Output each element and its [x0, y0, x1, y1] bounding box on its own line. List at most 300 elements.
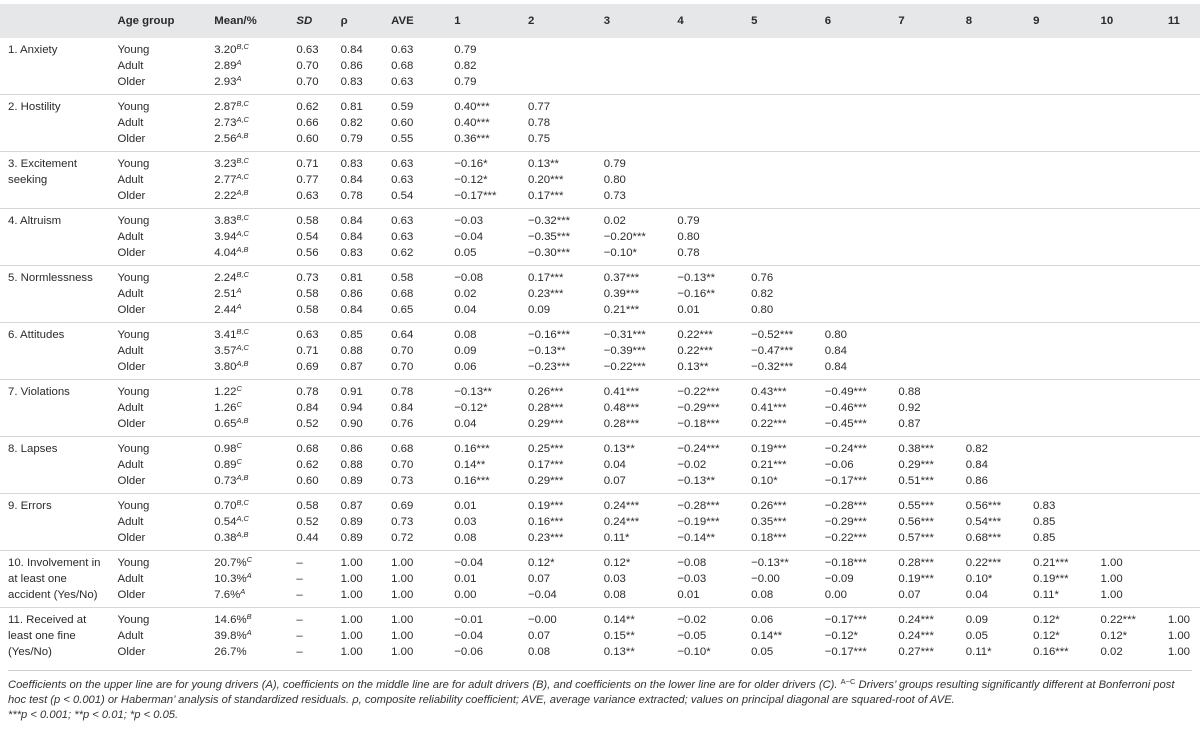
mean-cell: [206, 400, 288, 416]
correlation-cell: −0.12*: [824, 630, 858, 642]
rho-cell: 0.88: [340, 345, 363, 357]
correlation-cell: −0.22***: [824, 532, 867, 544]
correlation-cell: 0.14**: [454, 459, 486, 471]
empty-cell: [1092, 514, 1159, 530]
mean-value: 14.6%: [214, 614, 247, 626]
correlation-cell: 0.16***: [527, 516, 564, 528]
age-group-cell: Adult: [117, 117, 144, 129]
age-group-cell: Adult: [117, 174, 144, 186]
correlation-cell: 0.36***: [454, 133, 490, 145]
empty-cell: [596, 131, 670, 152]
correlation-cell: 0.21***: [603, 304, 640, 316]
empty-cell: [1092, 152, 1159, 173]
ave-cell: 0.73: [391, 475, 414, 487]
mean-superscript: A,C: [236, 172, 249, 181]
empty-cell: [596, 95, 670, 116]
correlation-cell: 0.28***: [890, 551, 957, 572]
age-group-cell: Young: [109, 209, 206, 230]
empty-cell: [1025, 115, 1092, 131]
correlation-cell: 0.13**: [596, 437, 670, 458]
mean-value: 10.3%: [214, 573, 247, 585]
rho-cell: 0.86: [340, 60, 363, 72]
variable-label: 8. Lapses: [0, 437, 109, 494]
empty-cell: [958, 38, 1025, 58]
mean-superscript: B,C: [236, 213, 249, 222]
empty-cell: [890, 323, 957, 344]
age-group-cell: Young: [109, 608, 206, 629]
empty-cell: [1092, 530, 1159, 551]
correlation-cell: −0.12*: [454, 174, 488, 186]
empty-cell: [520, 58, 596, 74]
mean-superscript: A,C: [236, 514, 249, 523]
column-header: Mean/%: [206, 4, 288, 38]
mean-cell: [206, 302, 288, 323]
correlation-cell: 0.01: [677, 304, 700, 316]
empty-cell: [958, 343, 1025, 359]
correlation-cell: 0.10*: [965, 573, 993, 585]
mean-value: 2.51: [214, 288, 237, 300]
correlation-cell: 0.79: [454, 44, 477, 56]
variable-label: 2. Hostility: [0, 95, 109, 152]
mean-cell: [206, 188, 288, 209]
age-group-cell: Young: [109, 437, 206, 458]
correlation-cell: −0.16***: [520, 323, 596, 344]
mean-value: 0.65: [214, 418, 237, 430]
table-row: [0, 323, 1200, 344]
empty-cell: [1160, 416, 1200, 437]
ave-cell: 0.68: [391, 60, 414, 72]
table-row: [0, 587, 1200, 608]
sd-cell: 0.63: [288, 323, 332, 344]
correlation-cell: −0.04: [454, 630, 484, 642]
correlation-cell: 0.17***: [527, 459, 564, 471]
correlation-cell: 1.00: [1167, 646, 1191, 658]
correlation-cell: −0.49***: [817, 380, 891, 401]
correlation-cell: 0.56***: [898, 516, 934, 528]
empty-cell: [1025, 286, 1092, 302]
age-group-cell: Adult: [117, 60, 144, 72]
empty-cell: [890, 286, 957, 302]
age-group-cell: Young: [109, 266, 206, 287]
table-row: [0, 457, 1200, 473]
mean-cell: [206, 58, 288, 74]
correlation-cell: 0.79: [669, 209, 743, 230]
empty-cell: [817, 74, 891, 95]
empty-cell: [596, 38, 670, 58]
correlation-cell: −0.06: [454, 646, 484, 658]
empty-cell: [1160, 587, 1200, 608]
empty-cell: [1092, 473, 1159, 494]
empty-cell: [669, 58, 743, 74]
correlation-cell: −0.02: [677, 459, 707, 471]
correlation-cell: −0.22***: [669, 380, 743, 401]
empty-cell: [890, 131, 957, 152]
table-row: [0, 343, 1200, 359]
rho-cell: 0.78: [340, 190, 363, 202]
mean-superscript: A,C: [236, 229, 249, 238]
correlation-cell: −0.17***: [824, 646, 867, 658]
age-group-cell: Adult: [117, 402, 144, 414]
empty-cell: [1092, 416, 1159, 437]
ave-cell: 1.00: [383, 608, 446, 629]
empty-cell: [958, 323, 1025, 344]
empty-cell: [890, 95, 957, 116]
correlation-cell: 0.00: [824, 589, 847, 601]
age-group-cell: Young: [109, 152, 206, 173]
empty-cell: [669, 152, 743, 173]
ave-cell: 0.69: [383, 494, 446, 515]
correlation-cell: 0.35***: [751, 516, 787, 528]
correlation-cell: 0.40***: [446, 95, 520, 116]
sd-cell: 0.78: [288, 380, 332, 401]
age-group-cell: Adult: [117, 345, 144, 357]
empty-cell: [1092, 343, 1159, 359]
correlation-cell: 0.14**: [596, 608, 670, 629]
mean-value: 26.7%: [214, 646, 247, 658]
correlation-cell: 0.12*: [596, 551, 670, 572]
correlation-cell: 0.08: [751, 589, 774, 601]
footnote-part2: Drivers’ groups resulting significantly different at Bonferroni post hoc test (p < 0.001) or Haberman’ analysis of standardized residuals. ρ, composite reliability coefficient; AVE, average variance extracted; values on principal diagonal are squared-root of AVE.: [8, 679, 1175, 706]
column-header: 5: [743, 4, 817, 38]
correlation-cell: −0.45***: [824, 418, 867, 430]
correlation-cell: 0.16***: [454, 475, 490, 487]
empty-cell: [669, 172, 743, 188]
correlation-cell: 1.00: [1092, 551, 1159, 572]
sd-cell: 0.69: [296, 361, 319, 373]
table-row: [0, 38, 1200, 58]
correlation-cell: 0.10*: [751, 475, 778, 487]
header-row: [0, 4, 1200, 38]
empty-cell: [958, 188, 1025, 209]
correlation-cell: 0.15**: [603, 630, 635, 642]
mean-cell: [206, 644, 288, 664]
correlation-cell: 0.57***: [898, 532, 934, 544]
correlation-cell: −0.32***: [751, 361, 794, 373]
variable-label: 9. Errors: [0, 494, 109, 551]
empty-cell: [817, 209, 891, 230]
age-group-cell: Adult: [117, 459, 144, 471]
correlation-cell: 0.40***: [454, 117, 490, 129]
correlation-cell: 0.06: [743, 608, 817, 629]
correlation-cell: 0.19***: [743, 437, 817, 458]
sd-cell: 0.84: [296, 402, 319, 414]
age-group-cell: Adult: [117, 288, 144, 300]
correlation-cell: 0.08: [527, 646, 551, 658]
empty-cell: [1025, 172, 1092, 188]
empty-cell: [817, 115, 891, 131]
ave-cell: 0.68: [383, 437, 446, 458]
correlation-cell: 0.88: [890, 380, 957, 401]
sd-cell: 0.60: [296, 475, 319, 487]
correlation-cell: 0.03: [603, 573, 626, 585]
correlation-cell: 0.09: [958, 608, 1025, 629]
correlation-cell: 0.29***: [527, 475, 564, 487]
age-group-cell: Adult: [117, 516, 144, 528]
correlation-cell: 0.12*: [520, 551, 596, 572]
mean-value: 2.87: [214, 101, 237, 113]
mean-value: 2.93: [214, 76, 237, 88]
rho-cell: 0.79: [340, 133, 363, 145]
empty-cell: [743, 152, 817, 173]
table-row: [0, 400, 1200, 416]
rho-cell: 0.83: [333, 152, 384, 173]
sd-cell: 0.58: [296, 304, 319, 316]
correlation-cell: 1.00: [1100, 573, 1123, 585]
mean-cell: [206, 209, 288, 230]
correlation-cell: 0.08: [454, 532, 477, 544]
correlation-cell: 0.41***: [751, 402, 787, 414]
empty-cell: [890, 359, 957, 380]
mean-cell: [206, 266, 288, 287]
empty-cell: [743, 229, 817, 245]
empty-cell: [669, 131, 743, 152]
correlation-cell: 0.11*: [1033, 589, 1059, 601]
empty-cell: [817, 95, 891, 116]
rho-cell: 0.87: [333, 494, 384, 515]
correlation-cell: 0.48***: [603, 402, 640, 414]
empty-cell: [1092, 58, 1159, 74]
mean-cell: [206, 437, 288, 458]
mean-value: 0.70: [214, 500, 237, 512]
empty-cell: [890, 115, 957, 131]
correlation-cell: −0.24***: [817, 437, 891, 458]
correlation-cell: 0.17***: [527, 190, 564, 202]
mean-cell: [206, 245, 288, 266]
correlation-cell: 0.18***: [751, 532, 787, 544]
correlation-cell: 0.51***: [898, 475, 934, 487]
correlation-cell: −0.52***: [743, 323, 817, 344]
empty-cell: [1160, 172, 1200, 188]
column-header: 7: [890, 4, 957, 38]
correlation-cell: 0.16***: [1033, 646, 1069, 658]
empty-cell: [890, 152, 957, 173]
mean-cell: [206, 587, 288, 608]
table-row: [0, 74, 1200, 95]
mean-value: 0.89: [214, 459, 237, 471]
correlation-cell: −0.13**: [446, 380, 520, 401]
sd-cell: –: [288, 608, 332, 629]
rho-cell: 0.94: [340, 402, 363, 414]
correlation-cell: −0.04: [446, 551, 520, 572]
correlation-cell: 0.23***: [527, 532, 564, 544]
mean-value: 3.23: [214, 158, 237, 170]
rho-cell: 0.89: [340, 532, 363, 544]
mean-cell: [206, 628, 288, 644]
empty-cell: [958, 74, 1025, 95]
correlation-cell: −0.13**: [527, 345, 566, 357]
empty-cell: [1092, 74, 1159, 95]
correlation-cell: −0.46***: [824, 402, 867, 414]
empty-cell: [817, 38, 891, 58]
age-group-cell: Older: [117, 247, 146, 259]
sd-cell: –: [296, 573, 303, 585]
empty-cell: [1092, 172, 1159, 188]
mean-cell: [206, 416, 288, 437]
empty-cell: [1092, 400, 1159, 416]
variable-label: 10. Involvement in at least one accident (Yes/No): [0, 551, 109, 608]
mean-value: 3.94: [214, 231, 237, 243]
empty-cell: [1160, 514, 1200, 530]
correlation-cell: −0.18***: [677, 418, 720, 430]
empty-cell: [890, 209, 957, 230]
table-body: [0, 38, 1200, 664]
correlation-cell: 0.56***: [958, 494, 1025, 515]
empty-cell: [890, 245, 957, 266]
correlation-cell: −0.05: [677, 630, 707, 642]
mean-cell: [206, 608, 288, 629]
variable-label: 6. Attitudes: [0, 323, 109, 380]
correlation-cell: 0.05: [965, 630, 988, 642]
correlation-cell: 0.82: [751, 288, 774, 300]
correlation-cell: −0.19***: [677, 516, 720, 528]
empty-cell: [1025, 437, 1092, 458]
table-row: [0, 644, 1200, 664]
correlation-cell: 0.78: [677, 247, 700, 259]
mean-value: 20.7%: [214, 557, 247, 569]
mean-value: 39.8%: [214, 630, 247, 642]
empty-cell: [1025, 473, 1092, 494]
empty-cell: [669, 38, 743, 58]
correlation-cell: 0.08: [603, 589, 626, 601]
empty-cell: [958, 152, 1025, 173]
ave-cell: 0.65: [391, 304, 414, 316]
empty-cell: [890, 266, 957, 287]
mean-cell: [206, 514, 288, 530]
empty-cell: [1160, 302, 1200, 323]
ave-cell: 0.62: [391, 247, 414, 259]
correlation-cell: 0.83: [1025, 494, 1092, 515]
empty-cell: [890, 58, 957, 74]
age-group-cell: Young: [109, 494, 206, 515]
table-row: [0, 286, 1200, 302]
empty-cell: [743, 172, 817, 188]
mean-value: 0.73: [214, 475, 237, 487]
age-group-cell: Older: [117, 475, 146, 487]
empty-cell: [817, 245, 891, 266]
table-row: [0, 95, 1200, 116]
rho-cell: 0.82: [340, 117, 363, 129]
correlation-cell: −0.16*: [446, 152, 520, 173]
empty-cell: [520, 74, 596, 95]
correlation-cell: 0.21***: [751, 459, 787, 471]
column-header: 3: [596, 4, 670, 38]
rho-cell: 1.00: [340, 573, 363, 585]
empty-cell: [743, 95, 817, 116]
table-row: [0, 188, 1200, 209]
empty-cell: [1025, 229, 1092, 245]
correlation-cell: −0.13**: [669, 266, 743, 287]
correlation-cell: 0.80: [751, 304, 774, 316]
table-row: [0, 530, 1200, 551]
empty-cell: [1025, 131, 1092, 152]
footnote-significance: ***p < 0.001; **p < 0.01; *p < 0.05.: [8, 709, 179, 721]
mean-value: 2.24: [214, 272, 237, 284]
correlation-cell: 0.84: [824, 361, 847, 373]
ave-cell: 0.54: [391, 190, 414, 202]
mean-superscript: A: [240, 587, 246, 596]
empty-cell: [1025, 302, 1092, 323]
empty-cell: [958, 115, 1025, 131]
variable-label: 11. Received at least one fine (Yes/No): [0, 608, 109, 665]
empty-cell: [1160, 188, 1200, 209]
rho-cell: 1.00: [340, 646, 363, 658]
empty-cell: [1092, 437, 1159, 458]
empty-cell: [1025, 380, 1092, 401]
mean-superscript: A,B: [236, 416, 249, 425]
ave-cell: 0.64: [383, 323, 446, 344]
empty-cell: [1025, 457, 1092, 473]
empty-cell: [1025, 416, 1092, 437]
correlation-cell: 0.78: [527, 117, 551, 129]
correlation-cell: 0.85: [1033, 532, 1056, 544]
footnote-part1: Coefficients on the upper line are for young drivers (A), coefficients on the middle line are for adult drivers (B), and coefficients on the lower line are for older drivers (C).: [8, 679, 838, 691]
age-group-cell: Older: [117, 76, 146, 88]
empty-cell: [958, 209, 1025, 230]
table-row: [0, 514, 1200, 530]
empty-cell: [669, 115, 743, 131]
correlation-cell: −0.23***: [527, 361, 571, 373]
correlation-cell: 0.22***: [669, 323, 743, 344]
correlation-cell: 0.37***: [596, 266, 670, 287]
empty-cell: [1160, 95, 1200, 116]
sd-cell: 0.71: [288, 152, 332, 173]
mean-superscript: A,B: [236, 131, 249, 140]
empty-cell: [743, 188, 817, 209]
empty-cell: [1092, 115, 1159, 131]
correlation-cell: 0.27***: [898, 646, 934, 658]
empty-cell: [890, 38, 957, 58]
empty-cell: [669, 95, 743, 116]
correlation-cell: 0.86: [965, 475, 988, 487]
variable-label: 5. Normlessness: [0, 266, 109, 323]
correlation-cell: −0.17***: [454, 190, 497, 202]
variable-label: 1. Anxiety: [8, 44, 58, 56]
mean-value: 0.38: [214, 532, 237, 544]
empty-cell: [1025, 74, 1092, 95]
mean-value: 2.56: [214, 133, 237, 145]
correlation-cell: 0.12*: [1033, 630, 1060, 642]
empty-cell: [1025, 400, 1092, 416]
mean-value: 1.26: [214, 402, 237, 414]
rho-cell: 0.89: [340, 475, 363, 487]
rho-cell: 0.84: [340, 174, 363, 186]
empty-cell: [958, 58, 1025, 74]
table-row: [0, 571, 1200, 587]
correlation-cell: 0.05: [751, 646, 774, 658]
mean-superscript: B,C: [236, 270, 249, 279]
table-row: [0, 302, 1200, 323]
correlation-cell: −0.08: [669, 551, 743, 572]
mean-cell: [206, 380, 288, 401]
correlation-cell: 0.26***: [743, 494, 817, 515]
empty-cell: [1160, 571, 1200, 587]
empty-cell: [1092, 38, 1159, 58]
mean-superscript: A,B: [236, 245, 249, 254]
empty-cell: [890, 172, 957, 188]
table-row: [0, 152, 1200, 173]
empty-cell: [958, 95, 1025, 116]
mean-superscript: A,B: [236, 359, 249, 368]
age-group-cell: Young: [109, 380, 206, 401]
empty-cell: [1025, 38, 1092, 58]
correlation-cell: 0.28***: [527, 402, 564, 414]
variable-label: 3. Excitement seeking: [0, 152, 109, 209]
correlation-cell: 0.07: [527, 630, 551, 642]
mean-value: 2.44: [214, 304, 237, 316]
column-header: 11: [1160, 4, 1200, 38]
mean-superscript: B: [246, 612, 252, 621]
correlation-cell: 0.11*: [603, 532, 630, 544]
